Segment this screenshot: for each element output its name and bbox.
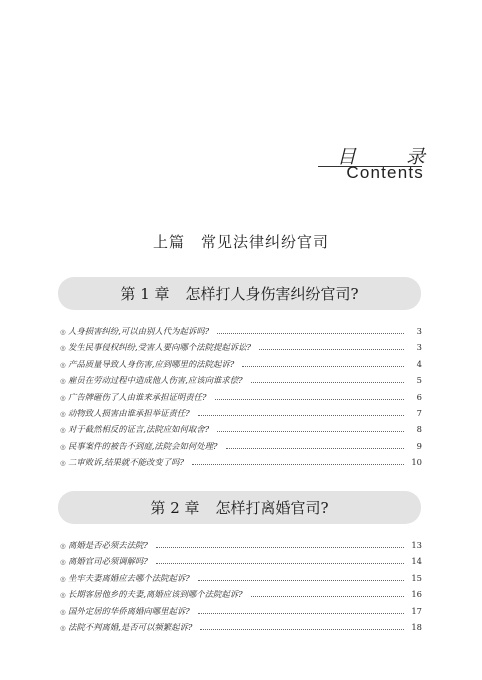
- entry-text: 民事案件的被告不到庭,法院会如何处理?: [68, 440, 218, 451]
- entry-page: 17: [411, 605, 422, 616]
- bullet-icon: ◎: [60, 558, 66, 567]
- entry-text: 动物致人损害由谁承担举证责任?: [68, 407, 190, 418]
- bullet-icon: ◎: [60, 459, 66, 468]
- bullet-icon: ◎: [60, 542, 66, 550]
- toc-entry[interactable]: [60, 423, 422, 439]
- dot-leader: [198, 613, 404, 614]
- entry-page: 5: [416, 375, 422, 386]
- entry-page: 9: [416, 440, 422, 451]
- bullet-icon: ◎: [60, 442, 66, 451]
- entry-page: 3: [416, 326, 422, 336]
- entry-page: 8: [416, 424, 422, 435]
- bullet-icon: ◎: [60, 344, 66, 353]
- dot-leader: [156, 563, 404, 564]
- bullet-icon: ◎: [60, 591, 66, 600]
- dot-leader: [226, 448, 404, 449]
- bullet-icon: ◎: [60, 360, 66, 369]
- dot-leader: [217, 333, 404, 334]
- entry-page: 15: [411, 572, 422, 583]
- part-title: 上篇 常见法律纠纷官司: [152, 233, 329, 251]
- entry-text: 二审败诉,结果就不能改变了吗?: [68, 457, 185, 468]
- entry-text: 长期客居他乡的夫妻,离婚应该到哪个法院起诉?: [68, 589, 243, 600]
- toc-entry[interactable]: [60, 374, 422, 390]
- bullet-icon: ◎: [60, 623, 66, 632]
- entry-text: 广告牌砸伤了人由谁来承担证明责任?: [68, 391, 207, 402]
- dot-leader: [156, 547, 404, 548]
- toc-title-char-2: 录: [405, 146, 427, 168]
- toc-entry[interactable]: [60, 605, 422, 621]
- chapter-1-banner[interactable]: [58, 277, 421, 310]
- dot-leader: [251, 382, 404, 383]
- entry-page: 6: [416, 391, 422, 402]
- entry-text: 坐牢夫妻离婚应去哪个法院起诉?: [68, 572, 190, 583]
- dot-leader: [200, 629, 404, 630]
- bullet-icon: ◎: [60, 377, 66, 386]
- toc-title-char-1: 目: [337, 146, 359, 168]
- entry-text: 国外定居的华侨离婚向哪里起诉?: [68, 605, 190, 616]
- dot-leader: [217, 431, 404, 432]
- dot-leader: [259, 349, 404, 350]
- toc-entry[interactable]: [60, 456, 422, 472]
- chapter-1-entries: [60, 325, 422, 473]
- chapter-2-entries: [60, 539, 422, 637]
- dot-leader: [251, 596, 404, 597]
- bullet-icon: ◎: [60, 393, 66, 402]
- bullet-icon: ◎: [60, 409, 66, 418]
- toc-entry[interactable]: [60, 407, 422, 423]
- toc-entry[interactable]: [60, 588, 422, 604]
- entry-page: 10: [411, 457, 422, 468]
- entry-text: 离婚官司必须调解吗?: [68, 556, 148, 567]
- toc-entry[interactable]: [60, 539, 422, 555]
- dot-leader: [192, 464, 404, 465]
- entry-text: 法院不判离婚,是否可以频繁起诉?: [68, 621, 193, 632]
- entry-page: 7: [416, 407, 422, 418]
- entry-page: 3: [416, 342, 422, 353]
- toc-entry[interactable]: [60, 621, 422, 637]
- entry-page: 4: [416, 358, 422, 369]
- chapter-2-number: 第 2 章: [150, 499, 200, 517]
- toc-entry[interactable]: [60, 555, 422, 571]
- bullet-icon: ◎: [60, 426, 66, 435]
- dot-leader: [198, 580, 404, 581]
- entry-text: 产品质量导致人身伤害,应到哪里的法院起诉?: [68, 358, 235, 369]
- toc-entry[interactable]: [60, 341, 422, 357]
- toc-entry[interactable]: [60, 572, 422, 588]
- toc-entry[interactable]: [60, 391, 422, 407]
- toc-entry[interactable]: [60, 358, 422, 374]
- entry-text: 人身损害纠纷,可以由别人代为起诉吗?: [68, 326, 210, 336]
- dot-leader: [215, 399, 405, 400]
- chapter-2-banner[interactable]: [58, 491, 421, 524]
- entry-text: 发生民事侵权纠纷,受害人要向哪个法院提起诉讼?: [68, 342, 252, 353]
- chapter-2-title: 怎样打离婚官司?: [215, 499, 329, 517]
- entry-page: 16: [411, 589, 422, 600]
- entry-text: 离婚是否必须去法院?: [68, 540, 148, 550]
- entry-text: 对于截然相反的证言,法院应如何取舍?: [68, 424, 210, 435]
- chapter-1-number: 第 1 章: [120, 285, 170, 303]
- bullet-icon: ◎: [60, 607, 66, 616]
- entry-page: 14: [411, 556, 422, 567]
- bullet-icon: ◎: [60, 574, 66, 583]
- toc-entry[interactable]: [60, 325, 422, 341]
- bullet-icon: ◎: [60, 328, 66, 336]
- entry-text: 雇员在劳动过程中造成他人伤害,应该向谁求偿?: [68, 375, 243, 386]
- entry-page: 18: [411, 621, 422, 632]
- entry-page: 13: [411, 540, 422, 550]
- chapter-1-title: 怎样打人身伤害纠纷官司?: [185, 285, 359, 303]
- toc-title-english: Contents: [346, 163, 424, 182]
- dot-leader: [198, 415, 404, 416]
- dot-leader: [242, 366, 404, 367]
- toc-entry[interactable]: [60, 440, 422, 456]
